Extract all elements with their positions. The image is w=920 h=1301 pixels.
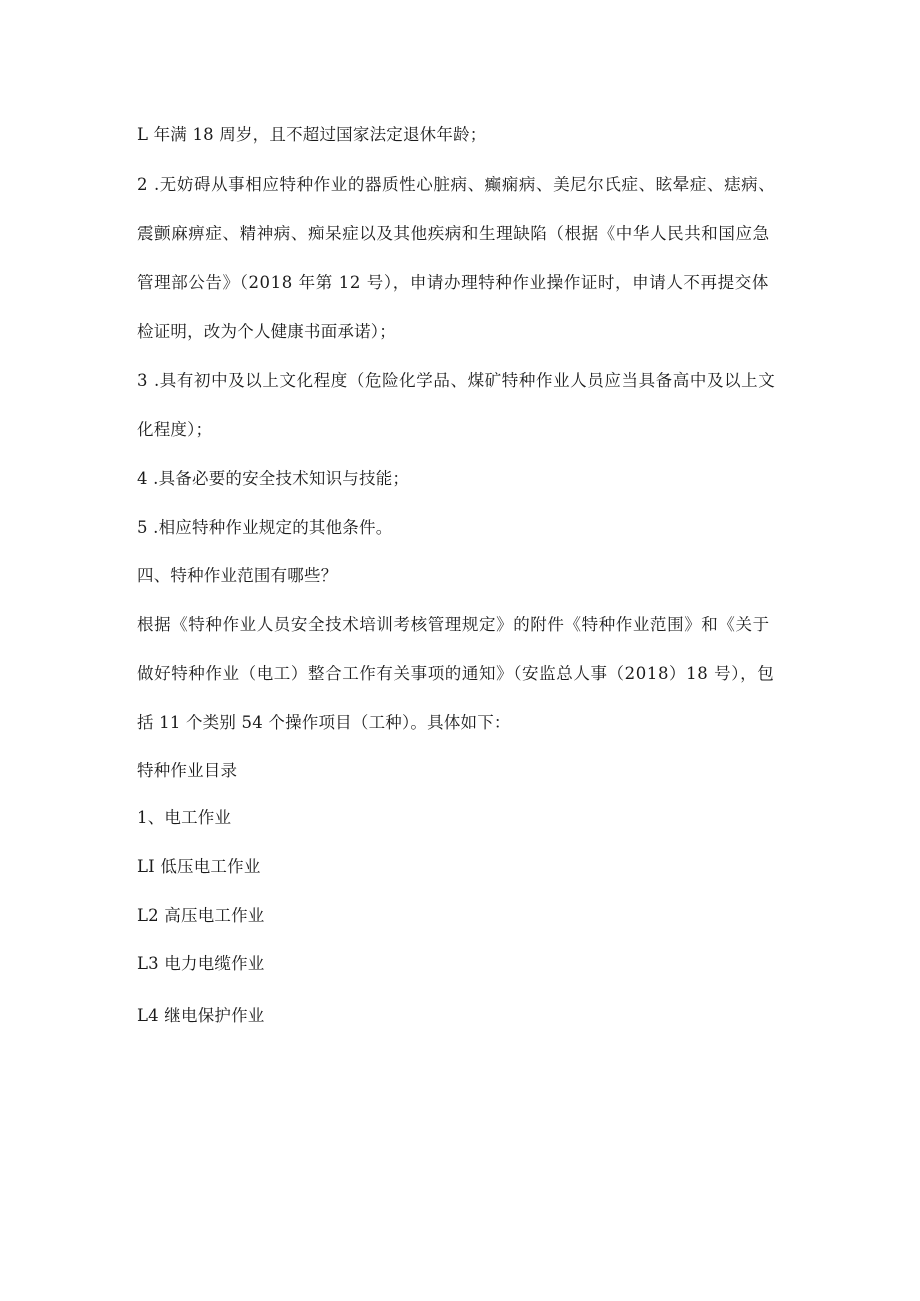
paragraph-education-requirement-line-2: 化程度）； [137,420,213,439]
catalog-item-low-voltage: LI 低压电工作业 [137,857,261,876]
paragraph-scope-line-3: 括 11 个类别 54 个操作项目（工种）。具体如下： [137,713,511,732]
catalog-item-high-voltage: L2 高压电工作业 [137,906,265,925]
catalog-category-electrical: 1、电工作业 [137,808,232,827]
paragraph-other-conditions: 5 .相应特种作业规定的其他条件。 [137,518,393,537]
paragraph-health-requirement-line-1: 2 .无妨碍从事相应特种作业的器质性心脏病、癫痫病、美尼尔氏症、眩晕症、痣病、 [137,175,776,194]
paragraph-scope-line-2: 做好特种作业（电工）整合工作有关事项的通知》（安监总人事（2018）18 号），包 [137,664,775,683]
paragraph-health-requirement-line-2: 震颤麻痹症、精神病、痴呆症以及其他疾病和生理缺陷（根据《中华人民共和国应急 [137,224,770,243]
paragraph-health-requirement-line-3: 管理部公告》（2018 年第 12 号），申请办理特种作业操作证时，申请人不再提交体 [137,273,769,292]
paragraph-health-requirement-line-4: 检证明，改为个人健康书面承诺）； [137,322,396,341]
paragraph-knowledge-requirement: 4 .具备必要的安全技术知识与技能； [137,469,410,488]
catalog-item-power-cable: L3 电力电缆作业 [137,954,265,973]
paragraph-scope-line-1: 根据《特种作业人员安全技术培训考核管理规定》的附件《特种作业范围》和《关于 [137,615,770,634]
catalog-title: 特种作业目录 [137,761,238,780]
paragraph-age-requirement: L 年满 18 周岁，且不超过国家法定退休年龄； [137,125,487,144]
section-heading-scope: 四、特种作业范围有哪些？ [137,566,338,585]
paragraph-education-requirement-line-1: 3 .具有初中及以上文化程度（危险化学品、煤矿特种作业人员应当具备高中及以上文 [137,371,776,390]
catalog-item-relay-protection: L4 继电保护作业 [137,1006,265,1025]
